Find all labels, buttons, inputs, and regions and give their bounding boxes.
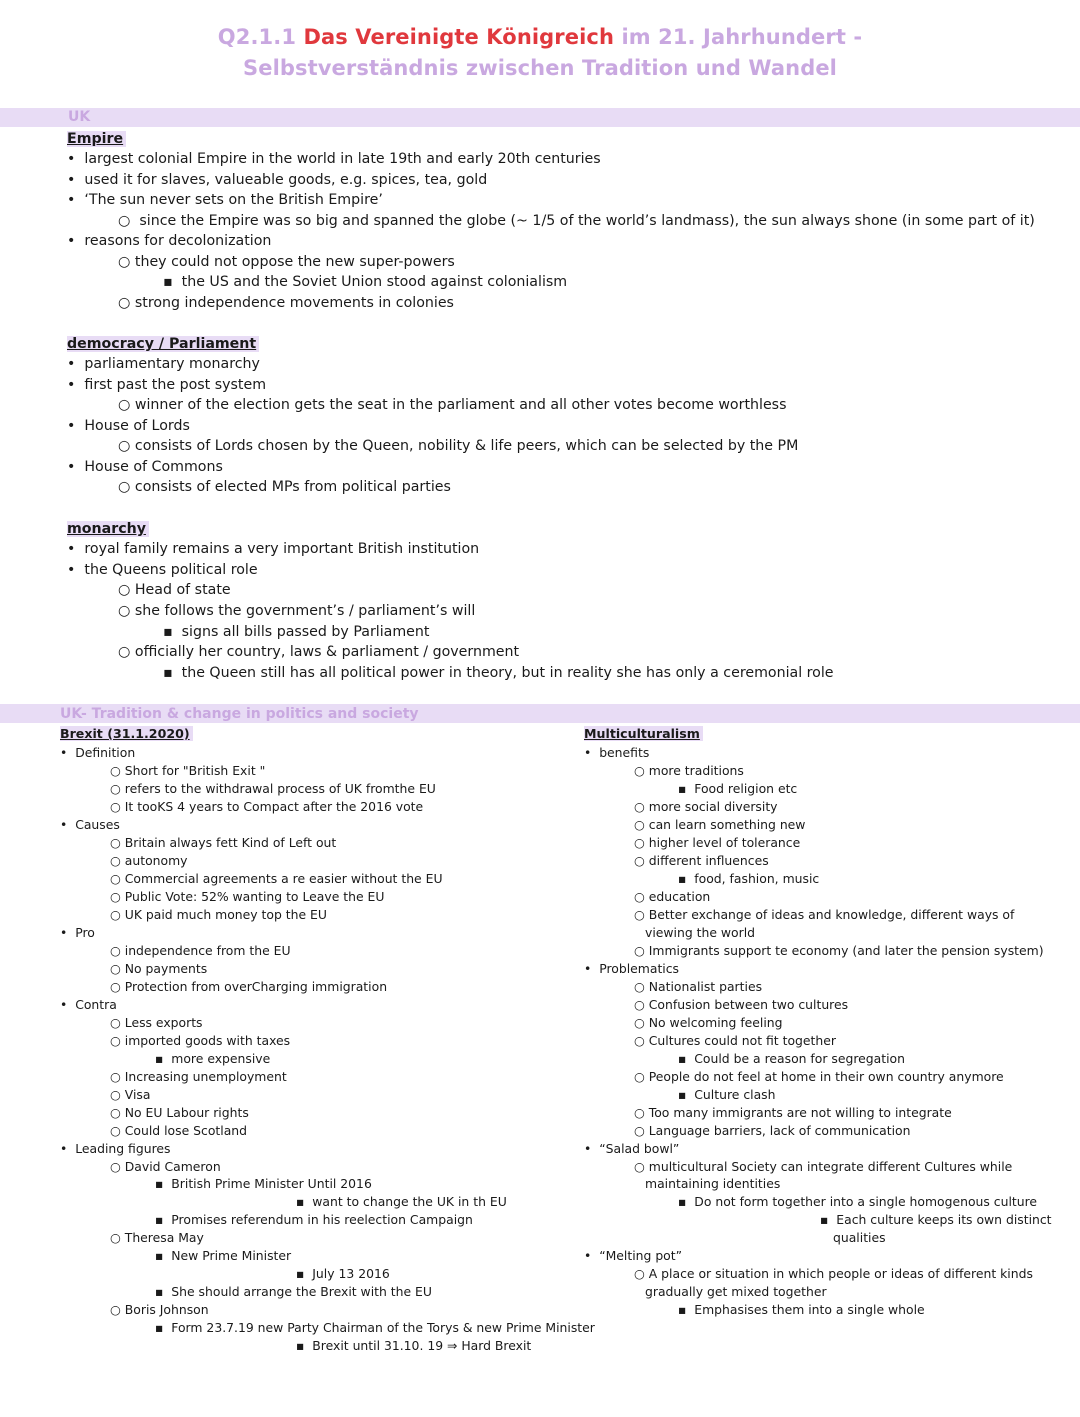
list-item: • largest colonial Empire in the world in late 19th and early 20th centuries bbox=[67, 151, 601, 167]
list-item: ○ winner of the election gets the seat in the parliament and all other votes become worthless bbox=[118, 397, 787, 413]
list-item: ○ Theresa May bbox=[110, 1230, 204, 1245]
list-item: ○ Confusion between two cultures bbox=[634, 997, 849, 1012]
list-item: ▪ signs all bills passed by Parliament bbox=[163, 624, 430, 640]
list-item: ○ Increasing unemployment bbox=[110, 1069, 287, 1084]
list-item: ○ officially her country, laws & parliament / government bbox=[118, 644, 520, 660]
list-item: • ‘The sun never sets on the British Empire’ bbox=[67, 192, 383, 208]
list-item: • Problematics bbox=[584, 961, 680, 976]
list-item: ○ consists of elected MPs from political parties bbox=[118, 479, 451, 495]
list-item: ○ Language barriers, lack of communication bbox=[634, 1123, 911, 1138]
list-item: • Pro bbox=[60, 925, 95, 940]
page-title bbox=[0, 22, 1080, 53]
section-band-uk bbox=[0, 108, 1080, 127]
list-item: • Leading figures bbox=[60, 1141, 171, 1156]
list-item: ○ autonomy bbox=[110, 853, 188, 868]
list-item: ▪ Promises referendum in his reelection Campaign bbox=[155, 1212, 473, 1227]
list-item: ○ she follows the government’s / parliament’s will bbox=[118, 603, 476, 619]
list-item: ○ Protection from overCharging immigration bbox=[110, 979, 388, 994]
list-item: ○ independence from the EU bbox=[110, 943, 291, 958]
list-item: • Definition bbox=[60, 745, 136, 760]
list-item: ▪ July 13 2016 bbox=[296, 1266, 390, 1281]
list-item: • Causes bbox=[60, 817, 120, 832]
list-item: ○ higher level of tolerance bbox=[634, 835, 801, 850]
list-item: ▪ Form 23.7.19 new Party Chairman of the Torys & new Prime Minister bbox=[155, 1320, 595, 1335]
democracy-heading: democracy / Parliament bbox=[67, 337, 259, 351]
title-main: Das Vereinigte Königreich bbox=[303, 25, 615, 49]
list-item: ▪ Culture clash bbox=[678, 1087, 776, 1102]
list-item: ○ It tooKS 4 years to Compact after the 2016 vote bbox=[110, 799, 424, 814]
list-item: maintaining identities bbox=[645, 1176, 781, 1191]
list-item: ○ since the Empire was so big and spanned the globe (~ 1/5 of the world’s landmass), the sun always shone (in some part of it) bbox=[118, 213, 1035, 229]
list-item: qualities bbox=[833, 1230, 886, 1245]
list-item: ▪ Each culture keeps its own distinct bbox=[820, 1212, 1052, 1227]
list-item: ○ they could not oppose the new super-powers bbox=[118, 254, 455, 270]
list-item: ○ refers to the withdrawal process of UK fromthe EU bbox=[110, 781, 436, 796]
list-item: ○ multicultural Society can integrate different Cultures while bbox=[634, 1159, 1013, 1174]
list-item: ○ UK paid much money top the EU bbox=[110, 907, 327, 922]
list-item: ▪ New Prime Minister bbox=[155, 1248, 292, 1263]
list-item: ○ A place or situation in which people or ideas of different kinds bbox=[634, 1266, 1033, 1281]
list-item: • first past the post system bbox=[67, 377, 267, 393]
list-item: ▪ Do not form together into a single homogenous culture bbox=[678, 1194, 1038, 1209]
list-item: ○ imported goods with taxes bbox=[110, 1033, 291, 1048]
list-item: ○ No payments bbox=[110, 961, 208, 976]
list-item: ○ Immigrants support te economy (and later the pension system) bbox=[634, 943, 1044, 958]
title-code: Q2.1.1 bbox=[217, 25, 297, 49]
list-item: ▪ the US and the Soviet Union stood against colonialism bbox=[163, 274, 568, 290]
list-item: ○ Nationalist parties bbox=[634, 979, 763, 994]
list-item: ▪ more expensive bbox=[155, 1051, 271, 1066]
list-item: ○ more traditions bbox=[634, 763, 744, 778]
section-band-uk-label: UK bbox=[68, 109, 91, 125]
monarchy-heading: monarchy bbox=[67, 522, 149, 536]
list-item: ○ different influences bbox=[634, 853, 769, 868]
page-subtitle: Selbstverständnis zwischen Tradition und Wandel bbox=[243, 56, 837, 80]
list-item: ○ Better exchange of ideas and knowledge, different ways of bbox=[634, 907, 1015, 922]
list-item: ○ Visa bbox=[110, 1087, 151, 1102]
list-item: ○ Britain always fett Kind of Left out bbox=[110, 835, 337, 850]
list-item: ○ Too many immigrants are not willing to integrate bbox=[634, 1105, 952, 1120]
list-item: • “Melting pot” bbox=[584, 1248, 683, 1263]
list-item: • used it for slaves, valueable goods, e.g. spices, tea, gold bbox=[67, 172, 488, 188]
list-item: ▪ the Queen still has all political power in theory, but in reality she has only a ceremonial role bbox=[163, 665, 834, 681]
list-item: • the Queens political role bbox=[67, 562, 258, 578]
multiculturalism-heading: Multiculturalism bbox=[584, 728, 703, 741]
list-item: ○ People do not feel at home in their own country anymore bbox=[634, 1069, 1004, 1084]
list-item: ○ strong independence movements in colonies bbox=[118, 295, 454, 311]
list-item: ▪ She should arrange the Brexit with the EU bbox=[155, 1284, 432, 1299]
list-item: ▪ British Prime Minister Until 2016 bbox=[155, 1176, 372, 1191]
list-item: • Contra bbox=[60, 997, 117, 1012]
list-item: • “Salad bowl” bbox=[584, 1141, 680, 1156]
list-item: ▪ Emphasises them into a single whole bbox=[678, 1302, 925, 1317]
list-item: ○ Public Vote: 52% wanting to Leave the EU bbox=[110, 889, 385, 904]
list-item: ▪ food, fashion, music bbox=[678, 871, 820, 886]
list-item: ○ David Cameron bbox=[110, 1159, 221, 1174]
list-item: ○ Cultures could not fit together bbox=[634, 1033, 836, 1048]
list-item: • House of Commons bbox=[67, 459, 223, 475]
list-item: • parliamentary monarchy bbox=[67, 356, 260, 372]
list-item: ○ No EU Labour rights bbox=[110, 1105, 249, 1120]
list-item: • reasons for decolonization bbox=[67, 233, 272, 249]
list-item: • royal family remains a very important British institution bbox=[67, 541, 480, 557]
list-item: ○ No welcoming feeling bbox=[634, 1015, 783, 1030]
list-item: gradually get mixed together bbox=[645, 1284, 827, 1299]
list-item: ▪ Could be a reason for segregation bbox=[678, 1051, 905, 1066]
list-item: • benefits bbox=[584, 745, 650, 760]
list-item: ○ Could lose Scotland bbox=[110, 1123, 248, 1138]
section-band-tradition-label: UK- Tradition & change in politics and society bbox=[60, 706, 419, 722]
list-item: ○ Head of state bbox=[118, 582, 231, 598]
list-item: ○ Commercial agreements a re easier without the EU bbox=[110, 871, 443, 886]
list-item: ▪ Brexit until 31.10. 19 ⇒ Hard Brexit bbox=[296, 1338, 532, 1353]
list-item: ▪ Food religion etc bbox=[678, 781, 798, 796]
list-item: viewing the world bbox=[645, 925, 756, 940]
list-item: ○ consists of Lords chosen by the Queen, nobility & life peers, which can be selected by the PM bbox=[118, 438, 799, 454]
list-item: ▪ want to change the UK in th EU bbox=[296, 1194, 507, 1209]
list-item: • House of Lords bbox=[67, 418, 190, 434]
list-item: ○ can learn something new bbox=[634, 817, 806, 832]
list-item: ○ education bbox=[634, 889, 711, 904]
title-rest: im 21. Jahrhundert - bbox=[621, 25, 863, 49]
list-item: ○ Short for "British Exit " bbox=[110, 763, 266, 778]
empire-heading: Empire bbox=[67, 132, 126, 146]
list-item: ○ more social diversity bbox=[634, 799, 778, 814]
list-item: ○ Less exports bbox=[110, 1015, 203, 1030]
brexit-heading: Brexit (31.1.2020) bbox=[60, 728, 193, 741]
list-item: ○ Boris Johnson bbox=[110, 1302, 209, 1317]
